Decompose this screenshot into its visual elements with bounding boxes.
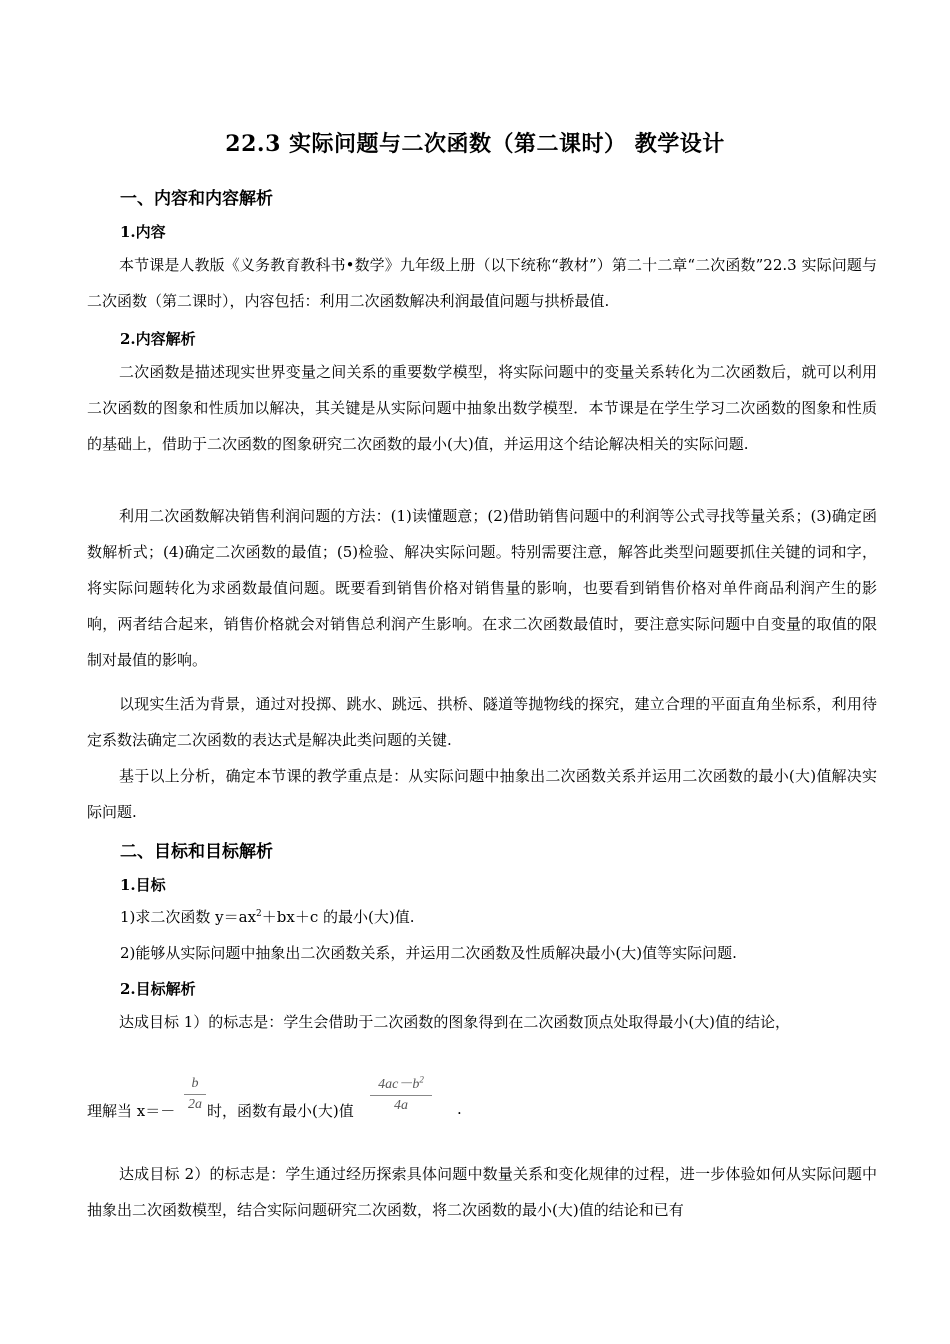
fraction-extreme-value: $4ac-b^2$ 4a: [370, 1073, 432, 1114]
subheading-content-analysis: 2.内容解析: [120, 330, 196, 348]
paragraph-analysis-3: 以现实生活为背景，通过对投掷、跳水、跳远、拱桥、隧道等抛物线的探究，建立合理的平面直角坐标系，利用待定系数法确定二次函数的表达式是解决此类问题的关键.: [87, 695, 877, 749]
paragraph-analysis-1: 二次函数是描述现实世界变量之间关系的重要数学模型，将实际问题中的变量关系转化为二次函数后，就可以利用二次函数的图象和性质加以解决，其关键是从实际问题中抽象出数学模型．本节课是在学生学习二次函数的图象和性质的基础上，借助于二次函数的图象研究二次函数的最小(大)值，并运用这个结论解决相关的实际问题.: [87, 363, 877, 453]
subheading-content: 1.内容: [120, 223, 166, 241]
goal-analysis-paragraph-1: 达成目标 1）的标志是：学生会借助于二次函数的图象得到在二次函数顶点处取得最小(大)值的结论，: [119, 1013, 791, 1031]
formula-line-middle: 时，函数有最小(大)值: [207, 1102, 354, 1120]
paragraph-content: 本节课是人教版《义务教育教科书•数学》九年级上册（以下统称“教材”）第二十二章“二次函数”22.3 实际问题与二次函数（第二课时），内容包括：利用二次函数解决利润最值问题与拱桥最值.: [87, 256, 877, 310]
paragraph-analysis-4: 基于以上分析，确定本节课的教学重点是：从实际问题中抽象出二次函数关系并运用二次函数的最小(大)值解决实际问题.: [87, 767, 877, 821]
formula-line-end: .: [457, 1100, 462, 1118]
fraction-b-over-2a: b 2a: [184, 1076, 206, 1113]
paragraph-analysis-2: 利用二次函数解决销售利润问题的方法：(1)读懂题意；(2)借助销售问题中的利润等公式寻找等量关系；(3)确定函数解析式；(4)确定二次函数的最值；(5)检验、解决实际问题。特别需要注意，解答此类型问题要抓住关键的词和字，将实际问题转化为求函数最值问题。既要看到销售价格对销售量的影响，也要看到销售价格对单件商品利润产生的影响，两者结合起来，销售价格就会对销售总利润产生影响。在求二次函数最值时，要注意实际问题中自变量的取值的限制对最值的影响。: [87, 507, 877, 669]
formula-line-text: 理解当 x＝－: [87, 1102, 176, 1120]
goal-1: 1)求二次函数 $y=ax^2+bx+c$ 的最小(大)值.: [120, 908, 415, 926]
subheading-goal-analysis: 2.目标解析: [120, 980, 196, 998]
goal-2: 2)能够从实际问题中抽象出二次函数关系，并运用二次函数及性质解决最小(大)值等实际问题.: [120, 944, 737, 962]
goal-analysis-paragraph-2: 达成目标 2）的标志是：学生通过经历探索具体问题中数量关系和变化规律的过程，进一步体验如何从实际问题中抽象出二次函数模型，结合实际问题研究二次函数，将二次函数的最小(大)值的结论和已有: [87, 1165, 877, 1219]
page-title: 22.3 实际问题与二次函数（第二课时） 教学设计: [225, 131, 725, 157]
section-heading-goals: 二、目标和目标解析: [120, 842, 273, 862]
subheading-goals: 1.目标: [120, 876, 166, 894]
section-heading-content: 一、内容和内容解析: [120, 189, 273, 209]
